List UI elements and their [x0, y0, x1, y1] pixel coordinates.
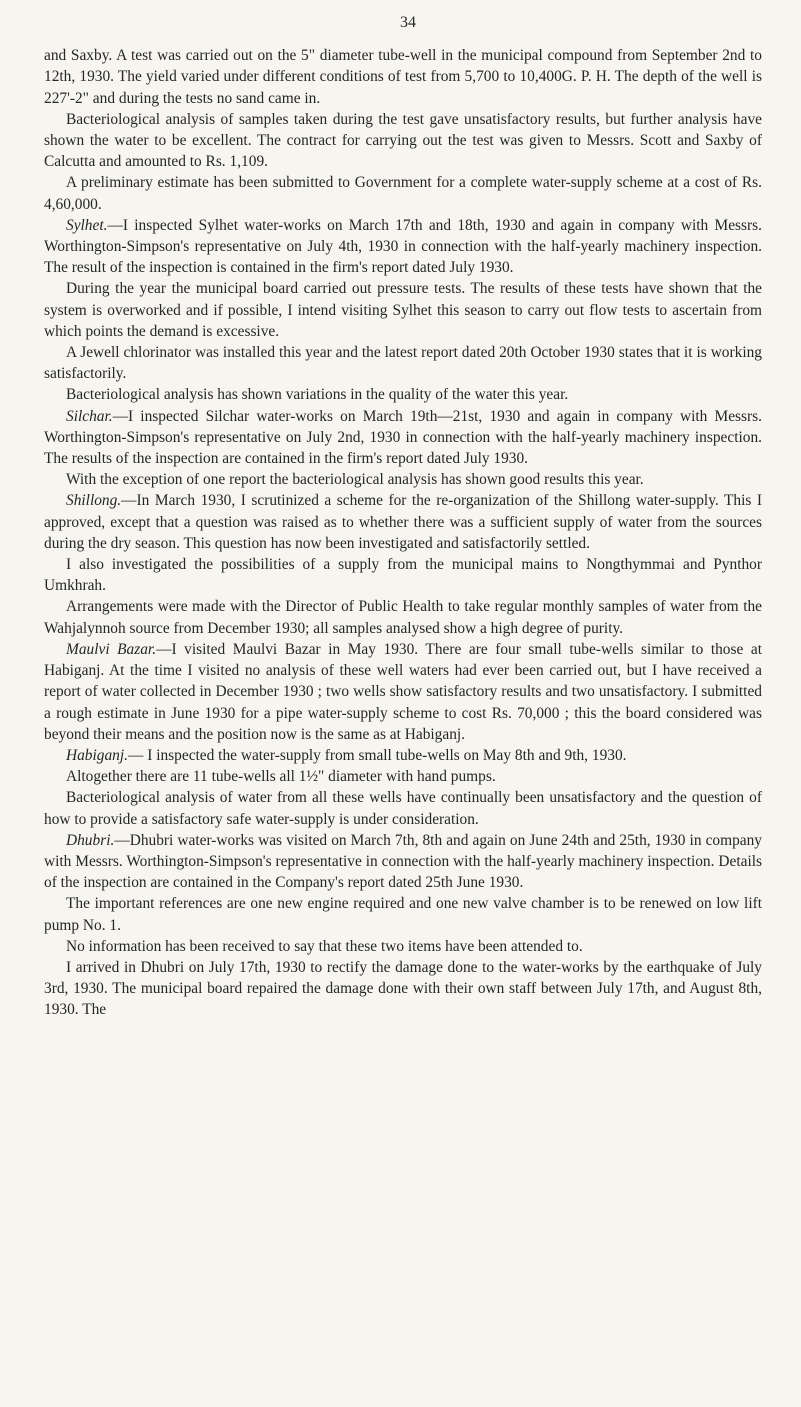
paragraph-text: With the exception of one report the bacteriological analysis has shown good results this year. — [66, 471, 644, 489]
paragraph-text: —In March 1930, I scrutinized a scheme for the re-organization of the Shillong water-supply. This I approved, except that a question was raised as to whether there was a sufficient supply of water from the sources during the dry season. This question has now been investigated and satisfactorily settled. — [44, 492, 762, 552]
paragraph — [44, 936, 762, 957]
paragraph-text: Altogether there are 11 tube-wells all 1½" diameter with hand pumps. — [66, 768, 496, 786]
paragraph — [44, 745, 762, 766]
paragraph-text: Bacteriological analysis of water from all these wells have continually been unsatisfactory and the question of how to provide a satisfactory safe water-supply is under consideration. — [44, 789, 762, 828]
paragraph-text: — I inspected the water-supply from small tube-wells on May 8th and 9th, 1930. — [128, 746, 627, 764]
paragraph — [44, 406, 762, 470]
paragraph — [44, 215, 762, 279]
paragraph — [44, 469, 762, 490]
paragraph — [44, 596, 762, 638]
paragraph — [44, 957, 762, 1021]
document-page — [44, 12, 762, 1021]
paragraph — [44, 109, 762, 173]
paragraph-text: —I inspected Sylhet water-works on March 17th and 18th, 1930 and again in company with Messrs. Worthington-Simpson's representative on July 4th, 1930 in connection with the half-yearly machinery inspection. The result of the inspection is contained in the firm's report dated July 1930. — [44, 216, 762, 277]
paragraph — [44, 172, 762, 214]
paragraph — [44, 278, 762, 342]
paragraph-text: No information has been received to say that these two items have been attended to. — [66, 937, 583, 955]
paragraph-text: —I visited Maulvi Bazar in May 1930. There are four small tube-wells similar to those at Habiganj. At the time I visited no analysis of these well waters had ever been carried out, but I have received a report of water collected in December 1930 ; two wells show satisfactory results and two unsatisfactory. I submitted a rough estimate in June 1930 for a pipe water-supply scheme to cost Rs. 70,000 ; this the board considered was beyond their means and the position now is the same as at Habiganj. — [44, 640, 762, 743]
place-heading: Maulvi Bazar. — [66, 640, 157, 658]
place-heading: Silchar. — [66, 407, 113, 425]
page-number: 34 — [400, 14, 416, 31]
paragraph — [44, 766, 762, 787]
paragraph — [44, 554, 762, 596]
paragraph-text: I arrived in Dhubri on July 17th, 1930 to rectify the damage done to the water-works by the earthquake of July 3rd, 1930. The municipal board repaired the damage done with their own staff between July 17th, and August 8th, 1930. The — [44, 958, 762, 1019]
paragraph — [44, 45, 762, 109]
paragraph — [44, 490, 762, 554]
paragraph — [44, 639, 762, 745]
paragraph — [44, 342, 762, 384]
paragraph — [44, 787, 762, 829]
paragraph — [44, 384, 762, 405]
paragraph — [44, 893, 762, 935]
paragraph-text: During the year the municipal board carried out pressure tests. The results of these tests have shown that the system is overworked and if possible, I intend visiting Sylhet this season to carry out flow tests to ascertain from which points the demand is excessive. — [44, 280, 762, 340]
paragraph-text: Bacteriological analysis has shown variations in the quality of the water this year. — [66, 386, 569, 404]
place-heading: Sylhet. — [66, 216, 108, 234]
paragraph-text: I also investigated the possibilities of a supply from the municipal mains to Nongthymmai and Pynthor Umkhrah. — [44, 556, 762, 595]
body-text — [44, 45, 762, 1020]
paragraph-text: Arrangements were made with the Director of Public Health to take regular monthly samples of water from the Wahjalynnoh source from December 1930; all samples analysed show a high degree of purity. — [44, 598, 762, 637]
paragraph-text: and Saxby. A test was carried out on the 5" diameter tube-well in the municipal compound from September 2nd to 12th, 1930. The yield varied under different conditions of test from 5,700 to 10,400G. P. H. The depth of the well is 227'-2" and during the tests no sand came in. — [44, 47, 762, 107]
place-heading: Habiganj. — [66, 746, 128, 764]
place-heading: Shillong. — [66, 492, 122, 510]
paragraph — [44, 830, 762, 894]
paragraph-text: Bacteriological analysis of samples taken during the test gave unsatisfactory results, but further analysis have shown the water to be excellent. The contract for carrying out the test was given to Messrs. Scott and Saxby of Calcutta and amounted to Rs. 1,109. — [44, 110, 762, 171]
paragraph-text: —Dhubri water-works was visited on March 7th, 8th and again on June 24th and 25th, 1930 in company with Messrs. Worthington-Simpson's representative in connection with the half-yearly machinery inspection. Details of the inspection are contained in the Company's report dated 25th June 1930. — [44, 831, 762, 892]
paragraph-text: The important references are one new engine required and one new valve chamber is to be renewed on low lift pump No. 1. — [44, 895, 762, 934]
paragraph-text: —I inspected Silchar water-works on March 19th—21st, 1930 and again in company with Messrs. Worthington-Simpson's representative on July 2nd, 1930 in connection with the half-yearly machinery inspection. The results of the inspection are contained in the firm's report dated July 1930. — [44, 407, 762, 468]
paragraph-text: A Jewell chlorinator was installed this year and the latest report dated 20th October 1930 states that it is working satisfactorily. — [44, 344, 762, 383]
paragraph-text: A preliminary estimate has been submitted to Government for a complete water-supply scheme at a cost of Rs. 4,60,000. — [44, 174, 762, 213]
place-heading: Dhubri. — [66, 831, 115, 849]
